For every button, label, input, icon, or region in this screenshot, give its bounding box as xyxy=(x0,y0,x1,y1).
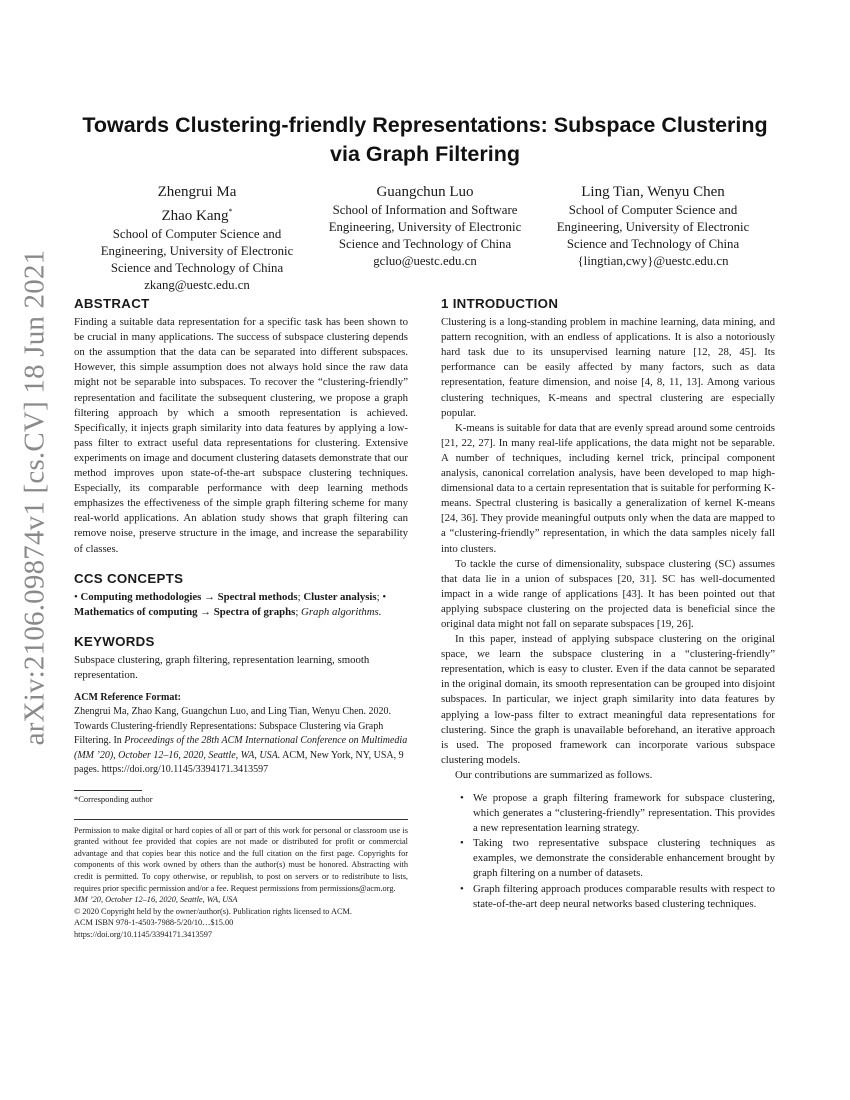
keywords-section xyxy=(74,634,408,683)
arxiv-identifier-stamp xyxy=(12,249,58,745)
intro-paragraph-5: Our contributions are summarized as follows. xyxy=(455,768,653,781)
author-affiliation: School of Information and Software Engineering, University of Electronic Science and Technology of China xyxy=(328,203,522,251)
author-name: Guangchun Luo xyxy=(376,184,474,200)
right-column xyxy=(441,296,775,912)
author-email: gcluo@uestc.edu.cn xyxy=(373,254,477,268)
list-item: • We propose a graph filtering framework for subspace clustering, which generates a “clustering-friendly” representation. This provides a new representation learning strategy. xyxy=(473,791,775,836)
intro-paragraph-4: In this paper, instead of applying subspace clustering on the original space, we learn the subspace clustering in a “clustering-friendly” representation, which is easy to cluster. Even if the data cannot be separated in the original domain, its smooth representation can be grouped into disjoint subspaces. In particular, we inject graph similarity into data features by applying a low-pass filter to extract meaningful data representations for clustering. Since the graph is unavailable beforehand, an iterative approach is used. The proposed framework can incorporate various subspace clustering models. xyxy=(441,633,775,766)
author-block-1 xyxy=(90,182,304,294)
left-column xyxy=(74,296,408,941)
isbn-line: ACM ISBN 978-1-4503-7988-5/20/10…$15.00 xyxy=(74,918,234,928)
intro-paragraph-2: K-means is suitable for data that are evenly spread around some centroids [21, 22, 27]. In many real-life applications, the data might not be separable. A number of techniques, including kernel trick, principal component analysis, canonical correlation analysis, have been developed to map high-dimensional data to a certain representation that is suitable for performing K-means. Spectral clustering is basically a generalization of kernel K-means [24, 36]. They provide meaningful outputs only when the data are mapped to a “clustering-friendly” representation, in which the data samples nicely fall into clusters. xyxy=(441,421,775,555)
copyright-line: © 2020 Copyright held by the owner/author(s). Publication rights licensed to ACM. xyxy=(74,906,352,916)
acm-reference-heading: ACM Reference Format: xyxy=(74,692,181,704)
author-affiliation: School of Computer Science and Engineering, University of Electronic Science and Technology of China xyxy=(100,227,294,275)
acm-reference xyxy=(74,691,408,778)
ccs-section xyxy=(74,571,408,620)
keywords-heading: KEYWORDS xyxy=(74,633,155,649)
list-item: • Graph filtering approach produces comparable results with respect to state-of-the-art deep neural networks based clustering techniques. xyxy=(473,882,775,912)
footnote-rule xyxy=(74,790,142,791)
permission-block xyxy=(74,819,408,941)
abstract-section xyxy=(74,296,408,557)
introduction-heading: 1 INTRODUCTION xyxy=(441,296,559,311)
permission-text: Permission to make digital or hard copies of all or part of this work for personal or classroom use is granted without fee provided that copies are not made or distributed for profit or commercial advantage and that copies bear this notice and the full citation on the first page. Copyrights for components of this work owned by others than the author(s) must be honored. Abstracting with credit is permitted. To copy otherwise, or republish, to post on servers or to redistribute to lists, requires prior specific permission and/or a fee. Request permissions from permissions@acm.org. xyxy=(74,825,408,893)
ccs-text: • Computing methodologies → Spectral methods; Cluster analysis; • Mathematics of computing → Spectra of graphs; Graph algorithms. xyxy=(74,590,387,618)
author-name: Ling Tian, Wenyu Chen xyxy=(581,184,725,200)
abstract-text: Finding a suitable data representation for a specific task has been shown to be crucial in many applications. The success of subspace clustering depends on the assumption that the data can be separated into different subspaces. However, this simple assumption does not always hold since the raw data might not be separable into subspaces. To recover the “clustering-friendly” representation and facilitate the subsequent clustering, we propose a graph filtering approach by which a smooth representation is achieved. Specifically, it injects graph similarity into data features by applying a low-pass filter to extract useful data representations for clustering. Extensive experiments on image and document clustering datasets demonstrate that our method improves upon state-of-the-art subspace clustering techniques. Especially, its comparable performance with deep learning methods emphasizes the effectiveness of the simple graph filtering scheme for many real-world applications. An ablation study shows that graph filtering can remove noise, preserve structure in the image, and increase the separability of classes. xyxy=(74,316,408,555)
author-block-3 xyxy=(546,182,760,270)
arxiv-id-text: arXiv:2106.09874v1 [cs.CV] 18 Jun 2021 xyxy=(18,249,51,745)
ccs-heading: CCS CONCEPTS xyxy=(74,570,184,586)
author-affiliation: School of Computer Science and Engineering, University of Electronic Science and Technology of China xyxy=(556,203,750,251)
corresponding-author-footnote: *Corresponding author xyxy=(74,793,153,804)
intro-paragraph-1: Clustering is a long-standing problem in machine learning, data mining, and pattern recognition, with an endless of applications. It is also a notoriously hard task due to its unsupervised learning nature [12, 28, 45]. Its performance can be easily affected by many factors, such as data representation, feature dimension, and noise [4, 8, 11, 13]. Among various clustering techniques, K-means and spectral clustering are especially popular. xyxy=(441,316,775,419)
conference-venue: MM ’20, October 12–16, 2020, Seattle, WA, USA xyxy=(74,895,238,905)
author-name: Zhao Kang* xyxy=(161,207,233,224)
keywords-text: Subspace clustering, graph filtering, representation learning, smooth representation. xyxy=(74,653,370,682)
abstract-heading: ABSTRACT xyxy=(74,296,150,311)
author-name: Zhengrui Ma xyxy=(157,184,237,200)
intro-paragraph-3: To tackle the curse of dimensionality, subspace clustering (SC) assumes that data lie in a union of subspaces [20, 31]. SC has well-documented impact in a wide range of applications [43]. It has been pointed out that applying subspace clustering on the projected data is beneficial since the original data might not fall on separate subspaces [19, 26]. xyxy=(441,557,775,630)
list-item: • Taking two representative subspace clustering techniques as examples, we demonstrate the considerable enhancement brought by graph filtering on a number of datasets. xyxy=(473,836,775,881)
paper-title: Towards Clustering-friendly Representations: Subspace Clustering via Graph Filtering xyxy=(82,113,768,166)
acm-reference-text: Zhengrui Ma, Zhao Kang, Guangchun Luo, and Ling Tian, Wenyu Chen. 2020. Towards Clustering-friendly Representations: Subspace Clustering via Graph Filtering. In Proceedings of the 28th ACM International Conference on Multimedia (MM ’20), October 12–16, 2020, Seattle, WA, USA. ACM, New York, NY, USA, 9 pages. https://doi.org/10.1145/3394171.3413597 xyxy=(74,706,408,776)
contributions-list xyxy=(441,791,775,912)
doi-link[interactable]: https://doi.org/10.1145/3394171.3413597 xyxy=(74,930,213,939)
author-email: zkang@uestc.edu.cn xyxy=(144,278,250,292)
corresponding-author-mark: * xyxy=(228,207,233,216)
author-block-2 xyxy=(318,182,532,270)
author-email: {lingtian,cwy}@uestc.edu.cn xyxy=(577,254,729,268)
